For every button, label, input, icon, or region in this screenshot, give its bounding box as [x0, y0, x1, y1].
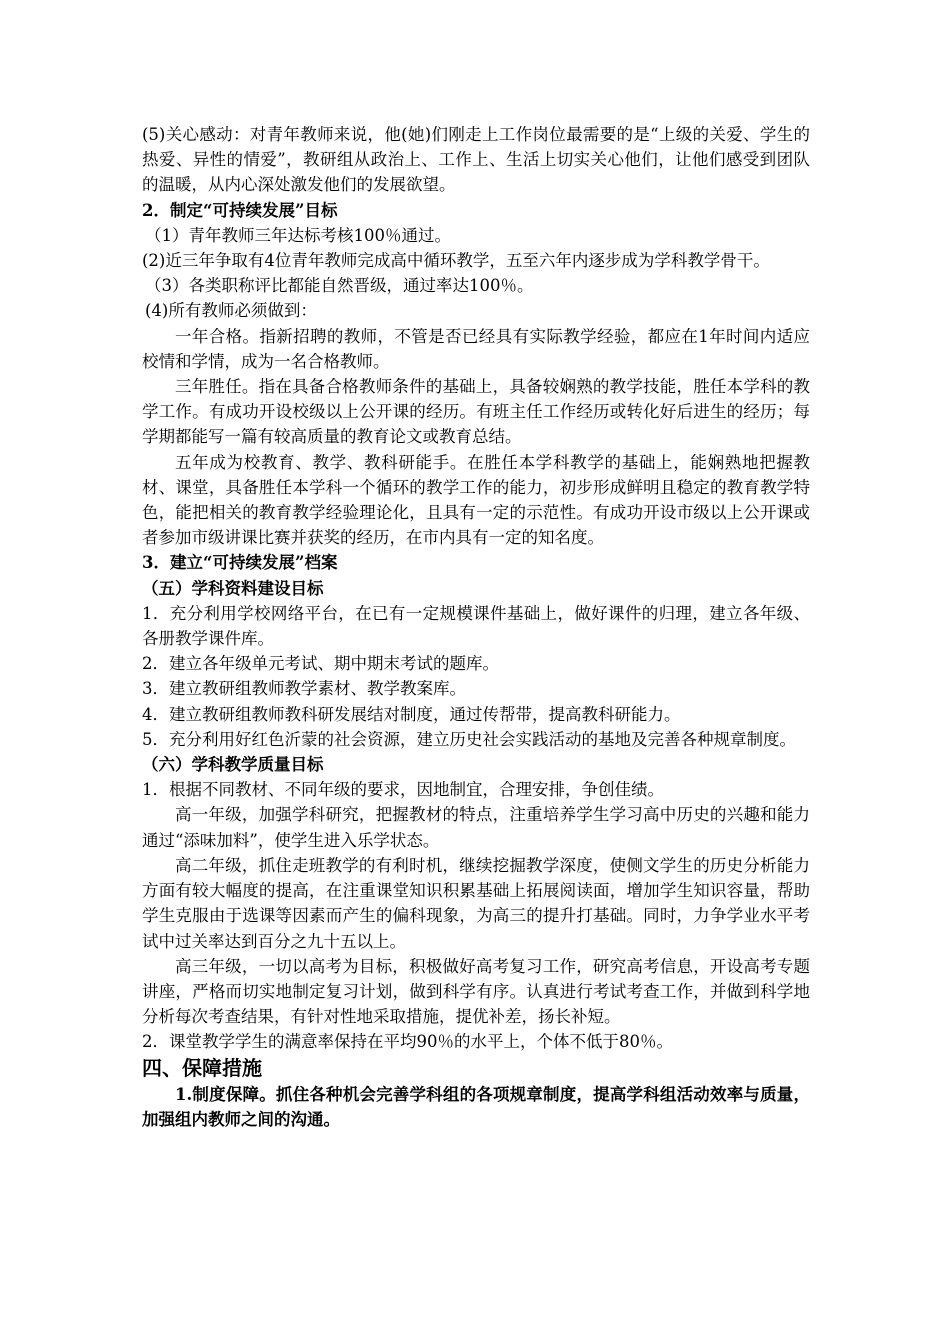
materials-item-3: 3．建立教研组教师教学素材、教学教案库。 [142, 679, 466, 699]
document-body [142, 122, 810, 1132]
paragraph-three-years: 三年胜任。指在具备合格教师条件的基础上，具备较娴熟的教学技能，胜任本学科的教学工作。有成功开设校级以上公开课的经历。有班主任工作经历或转化好后进生的经历；每学期都能写一篇有较高质量的教育论文或教育总结。 [142, 377, 810, 447]
heading-sustainable-goals: 2．制定“可持续发展”目标 [142, 200, 338, 220]
paragraph-grade-3: 高三年级，一切以高考为目标，积极做好高考复习工作，研究高考信息，开设高考专题讲座，严格而切实地制定复习计划，做到科学有序。认真进行考试考查工作，并做到科学地分析每次考查结果，有针对性地采取措施，提优补差，扬长补短。 [142, 956, 810, 1027]
paragraph-grade-2: 高二年级，抓住走班教学的有利时机，继续挖掘教学深度，使侧文学生的历史分析能力方面有较大幅度的提高，在注重课堂知识积累基础上拓展阅读面，增加学生知识容量，帮助学生克服由于选课等因素而产生的偏科现象，为高三的提升打基础。同时，力争学业水平考试中过关率达到百分之九十五以上。 [142, 855, 810, 951]
goal-item-3: （3）各类职称评比都能自然晋级，通过率达100％。 [145, 276, 534, 296]
quality-item-1: 1．根据不同教材、不同年级的要求，因地制宜，合理安排，争创佳绩。 [142, 780, 664, 800]
materials-item-1: 1．充分利用学校网络平台，在已有一定规模课件基础上，做好课件的归理，建立各年级、各册教学课件库。 [142, 603, 810, 649]
heading-materials: （五）学科资料建设目标 [142, 578, 324, 598]
goal-item-4: (4)所有教师必须做到： [145, 301, 317, 321]
paragraph-institutional: 1.制度保障。抓住各种机会完善学科组的各项规章制度，提高学科组活动效率与质量，加强组内教师之间的沟通。 [142, 1084, 810, 1129]
goal-item-2: (2)近三年争取有4位青年教师完成高中循环教学，五至六年内逐步成为学科教学骨干。 [142, 251, 770, 271]
paragraph-care: (5)关心感动：对青年教师来说，他(她)们刚走上工作岗位最需要的是“上级的关爱、学生的热爱、异性的情爱”，教研组从政治上、工作上、生活上切实关心他们，让他们感受到团队的温暖，从内心深处激发他们的发展欲望。 [142, 125, 810, 195]
quality-item-2: 2．课堂教学学生的满意率保持在平均90％的水平上，个体不低于80％。 [142, 1032, 673, 1052]
materials-item-2: 2．建立各年级单元考试、期中期末考试的题库。 [142, 654, 499, 674]
goal-item-1: （1）青年教师三年达标考核100％通过。 [145, 225, 451, 245]
heading-archive: 3．建立“可持续发展”档案 [142, 553, 338, 573]
paragraph-grade-1: 高一年级，加强学科研究，把握教材的特点，注重培养学生学习高中历史的兴趣和能力通过“添味加料”，使学生进入乐学状态。 [142, 805, 810, 850]
materials-item-4: 4．建立教研组教师教科研发展结对制度，通过传帮带，提高教科研能力。 [142, 704, 681, 724]
paragraph-five-years: 五年成为校教育、教学、教科研能手。在胜任本学科教学的基础上，能娴熟地把握教材、课堂，具备胜任本学科一个循环的教学工作的能力，初步形成鲜明且稳定的教育教学特色，能把相关的教育教学经验理论化，且具有一定的示范性。有成功开设市级以上公开课或者参加市级讲课比赛并获奖的经历，在市内具有一定的知名度。 [142, 452, 810, 548]
heading-quality: （六）学科教学质量目标 [142, 755, 324, 775]
paragraph-one-year: 一年合格。指新招聘的教师，不管是否已经具有实际教学经验，都应在1年时间内适应校情和学情，成为一名合格教师。 [142, 326, 810, 371]
section-heading-safeguards: 四、保障措施 [142, 1055, 262, 1080]
materials-item-5: 5．充分利用好红色沂蒙的社会资源，建立历史社会实践活动的基地及完善各种规章制度。 [142, 729, 796, 749]
